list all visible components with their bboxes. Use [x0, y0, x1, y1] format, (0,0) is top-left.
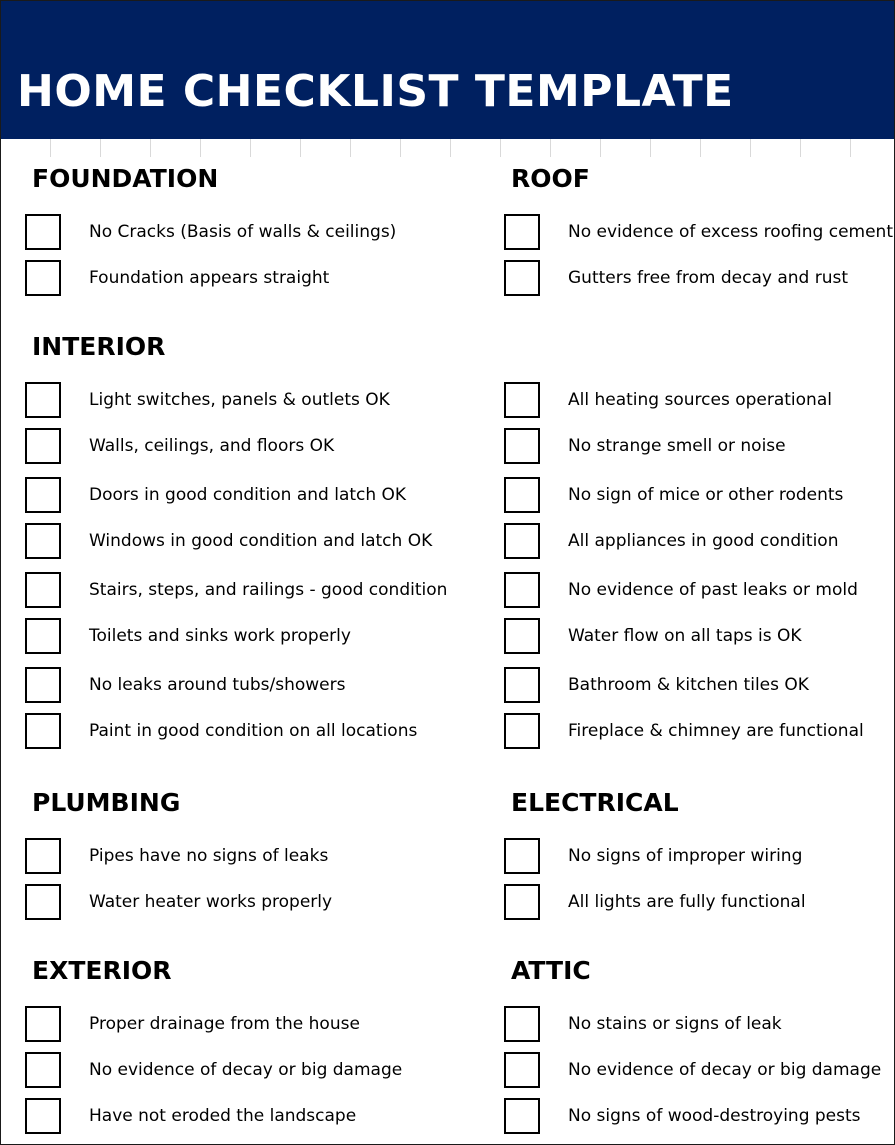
checkbox[interactable]	[504, 214, 540, 250]
grid-tick	[650, 139, 651, 157]
item-label: Walls, ceilings, and floors OK	[89, 436, 335, 456]
item-label: Proper drainage from the house	[89, 1014, 360, 1034]
checkbox[interactable]	[25, 260, 61, 296]
item-label: Stairs, steps, and railings - good condition	[89, 580, 448, 600]
checkbox[interactable]	[504, 667, 540, 703]
checkbox[interactable]	[504, 382, 540, 418]
checkbox[interactable]	[504, 260, 540, 296]
grid-tick	[250, 139, 251, 157]
grid-tick	[100, 139, 101, 157]
item-label: No signs of wood-destroying pests	[568, 1106, 861, 1126]
checkbox[interactable]	[25, 667, 61, 703]
item-label: Foundation appears straight	[89, 268, 330, 288]
checkbox[interactable]	[25, 477, 61, 513]
checkbox[interactable]	[25, 382, 61, 418]
item-label: Water heater works properly	[89, 892, 333, 912]
checkbox[interactable]	[25, 214, 61, 250]
header-banner	[1, 1, 894, 139]
section-title-roof: ROOF	[511, 164, 590, 193]
grid-tick	[800, 139, 801, 157]
item-label: No evidence of decay or big damage	[89, 1060, 403, 1080]
checkbox[interactable]	[504, 884, 540, 920]
grid-tick	[300, 139, 301, 157]
item-label: Gutters free from decay and rust	[568, 268, 849, 288]
grid-tick	[750, 139, 751, 157]
checkbox[interactable]	[25, 1098, 61, 1134]
item-label: Pipes have no signs of leaks	[89, 846, 329, 866]
item-label: No strange smell or noise	[568, 436, 786, 456]
section-title-foundation: FOUNDATION	[32, 164, 219, 193]
page-title: HOME CHECKLIST TEMPLATE	[17, 66, 734, 117]
item-label: All heating sources operational	[568, 390, 832, 410]
checkbox[interactable]	[504, 477, 540, 513]
section-title-attic: ATTIC	[511, 956, 591, 985]
checkbox[interactable]	[504, 572, 540, 608]
checkbox[interactable]	[25, 1052, 61, 1088]
item-label: Light switches, panels & outlets OK	[89, 390, 390, 410]
item-label: No stains or signs of leak	[568, 1014, 782, 1034]
checkbox[interactable]	[504, 1098, 540, 1134]
item-label: Paint in good condition on all locations	[89, 721, 418, 741]
grid-tick	[350, 139, 351, 157]
checkbox[interactable]	[25, 572, 61, 608]
checkbox[interactable]	[504, 618, 540, 654]
checkbox[interactable]	[504, 428, 540, 464]
section-title-plumbing: PLUMBING	[32, 788, 181, 817]
grid-tick	[700, 139, 701, 157]
grid-tick	[600, 139, 601, 157]
checkbox[interactable]	[504, 523, 540, 559]
checkbox[interactable]	[504, 1052, 540, 1088]
checkbox[interactable]	[25, 523, 61, 559]
checkbox[interactable]	[504, 713, 540, 749]
item-label: Windows in good condition and latch OK	[89, 531, 433, 551]
grid-tick	[150, 139, 151, 157]
grid-tick	[450, 139, 451, 157]
item-label: Water flow on all taps is OK	[568, 626, 802, 646]
section-title-electrical: ELECTRICAL	[511, 788, 679, 817]
checkbox[interactable]	[25, 713, 61, 749]
item-label: No leaks around tubs/showers	[89, 675, 346, 695]
checkbox[interactable]	[504, 838, 540, 874]
grid-tick	[400, 139, 401, 157]
item-label: No evidence of decay or big damage	[568, 1060, 882, 1080]
checkbox[interactable]	[25, 838, 61, 874]
section-title-interior: INTERIOR	[32, 332, 166, 361]
item-label: Have not eroded the landscape	[89, 1106, 357, 1126]
item-label: No signs of improper wiring	[568, 846, 803, 866]
section-title-exterior: EXTERIOR	[32, 956, 172, 985]
grid-tick	[550, 139, 551, 157]
grid-tick	[850, 139, 851, 157]
item-label: No Cracks (Basis of walls & ceilings)	[89, 222, 397, 242]
item-label: No evidence of past leaks or mold	[568, 580, 858, 600]
checkbox[interactable]	[504, 1006, 540, 1042]
grid-tick	[50, 139, 51, 157]
checkbox[interactable]	[25, 1006, 61, 1042]
checkbox[interactable]	[25, 618, 61, 654]
item-label: All appliances in good condition	[568, 531, 839, 551]
item-label: No sign of mice or other rodents	[568, 485, 844, 505]
checkbox[interactable]	[25, 884, 61, 920]
item-label: All lights are fully functional	[568, 892, 806, 912]
item-label: Fireplace & chimney are functional	[568, 721, 864, 741]
grid-tick	[500, 139, 501, 157]
item-label: Toilets and sinks work properly	[89, 626, 351, 646]
grid-tick	[200, 139, 201, 157]
item-label: No evidence of excess roofing cement	[568, 222, 893, 242]
item-label: Doors in good condition and latch OK	[89, 485, 407, 505]
item-label: Bathroom & kitchen tiles OK	[568, 675, 809, 695]
checkbox[interactable]	[25, 428, 61, 464]
